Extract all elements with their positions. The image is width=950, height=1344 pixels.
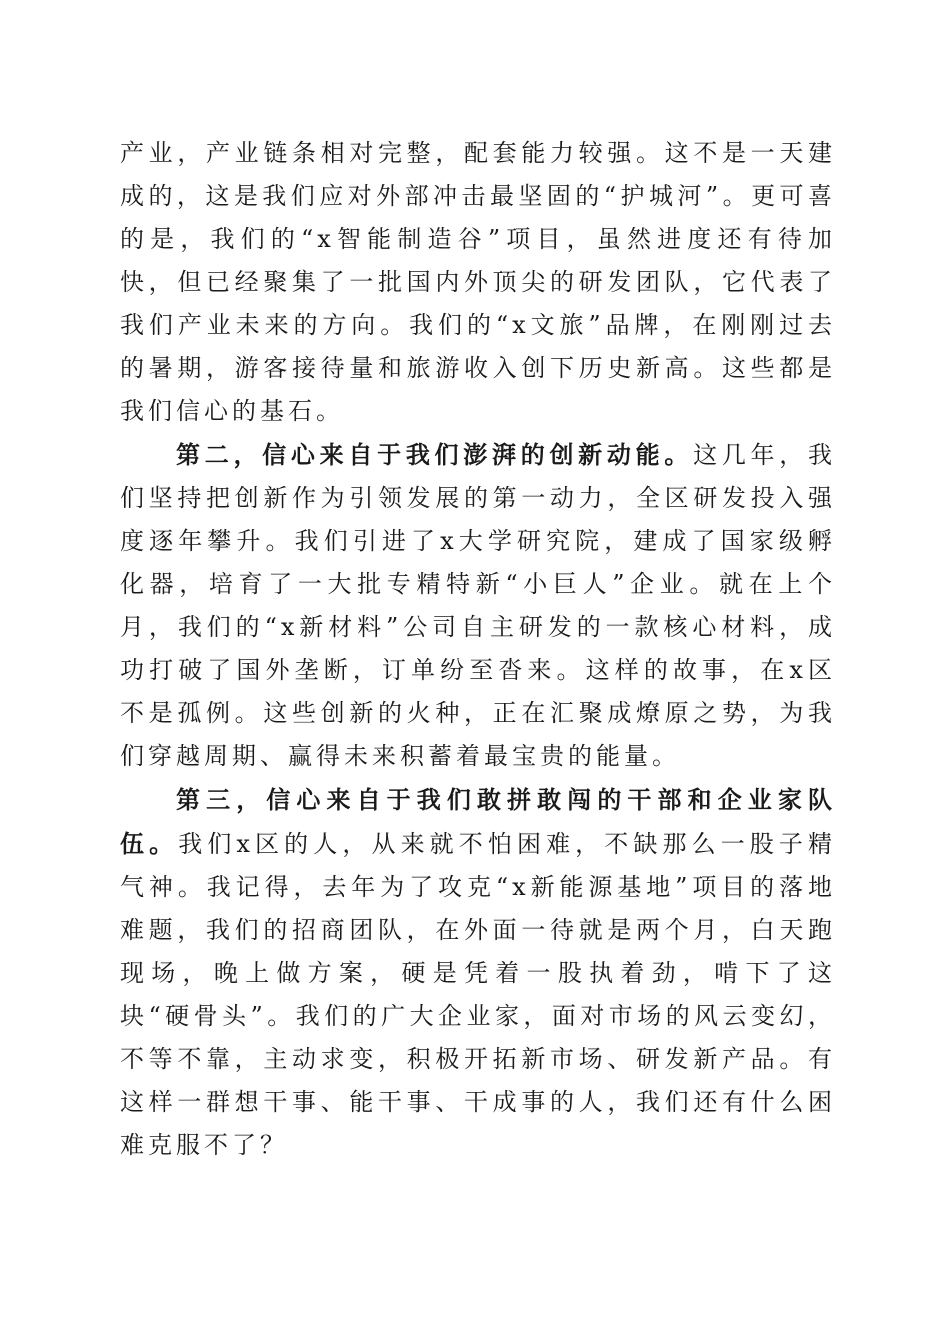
paragraph-text: 产业，产业链条相对完整，配套能力较强。这不是一天建成的，这是我们应对外部冲击最坚固的“护城河”。更可喜的是，我们的“x智能制造谷”项目，虽然进度还有待加快，但已经聚集了一批国内外顶尖的研发团队，它代表了我们产业未来的方向。我们的“x文旅”品牌，在刚刚过去的暑期，游客接待量和旅游收入创下历史新高。这些都是我们信心的基石。 [120, 139, 836, 425]
document-body [120, 132, 836, 1167]
paragraph-text: 这几年，我们坚持把创新作为引领发展的第一动力，全区研发投入强度逐年攀升。我们引进了x大学研究院，建成了国家级孵化器，培育了一大批专精特新“小巨人”企业。就在上个月，我们的“x新材料”公司自主研发的一款核心材料，成功打破了国外垄断，订单纷至沓来。这样的故事，在x区不是孤例。这些创新的火种，正在汇聚成燎原之势，为我们穿越周期、赢得未来积蓄着最宝贵的能量。 [120, 441, 837, 770]
paragraph-text: 我们x区的人，从来就不怕困难，不缺那么一股子精气神。我记得，去年为了攻克“x新能源基地”项目的落地难题，我们的招商团队，在外面一待就是两个月，白天跑现场，晚上做方案，硬是凭着一股执着劲，啃下了这块“硬骨头”。我们的广大企业家，面对市场的风云变幻，不等不靠，主动求变，积极开拓新市场、研发新产品。有这样一群想干事、能干事、干成事的人，我们还有什么困难克服不了？ [120, 830, 837, 1159]
paragraph-continuation [120, 132, 836, 433]
paragraph-third-point [120, 778, 836, 1167]
paragraph-lead-heading: 第三，信心来自于我们敢拼敢闯的干部和企业家队伍。 [120, 785, 836, 858]
paragraph-second-point [120, 433, 836, 778]
paragraph-lead-heading: 第二，信心来自于我们澎湃的创新动能。 [176, 440, 694, 469]
